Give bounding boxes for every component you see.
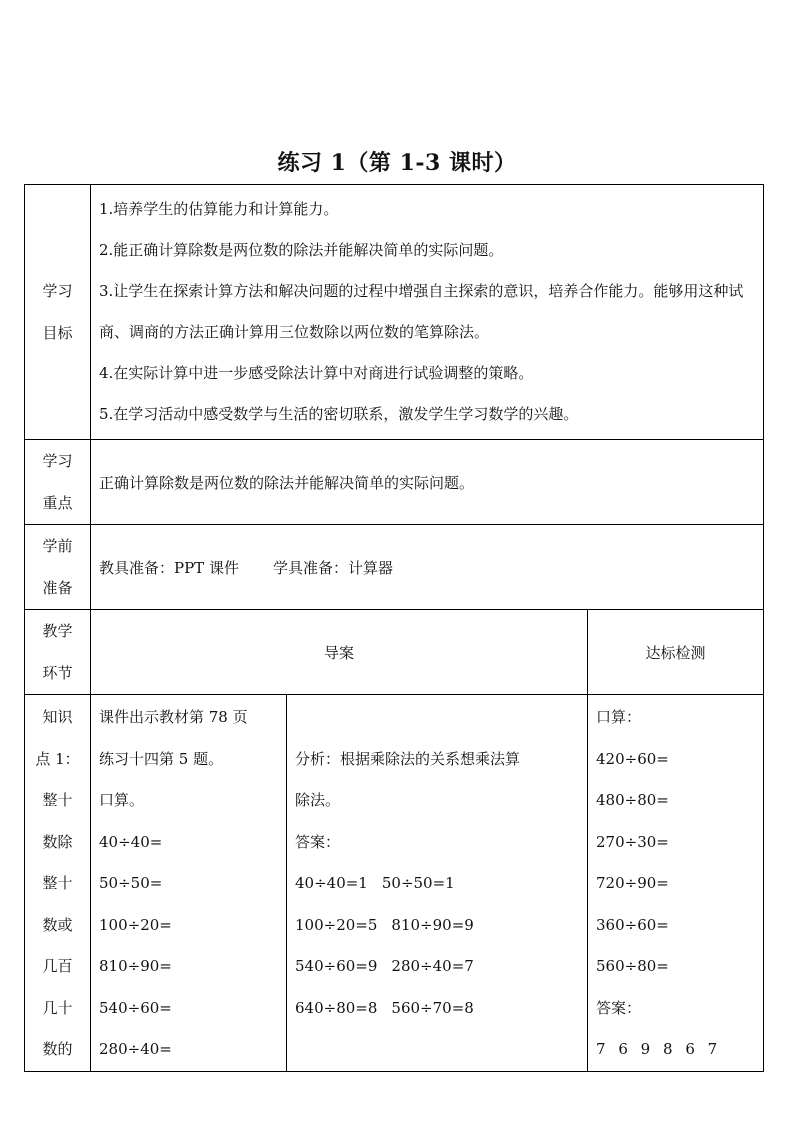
check-cell: 口算： 420÷60= 480÷80= 270÷30= 720÷90= 360÷60= 560÷80= 答案： 7 6 9 8 6 7 (588, 695, 764, 1072)
goal-item: 5.在学习活动中感受数学与生活的密切联系，激发学生学习数学的兴趣。 (99, 405, 579, 423)
goals-row (25, 185, 764, 440)
student-prep: 学具准备：计算器 (272, 558, 393, 577)
lesson-table (24, 184, 764, 1072)
page-title: 练习 1（第 1-3 课时） (277, 150, 517, 176)
check-answers: 7 6 9 8 6 7 (596, 1040, 718, 1058)
header-row (25, 610, 764, 695)
prep-content (91, 525, 764, 610)
focus-label: 学习 重点 (25, 440, 91, 525)
prep-row (25, 525, 764, 610)
knowledge-label: 知识 点 1： 整十 数除 整十 数或 几百 几十 数的 (25, 695, 91, 1072)
check-label: 口算： (596, 708, 642, 726)
knowledge-row (25, 695, 764, 1072)
goal-item: 1.培养学生的估算能力和计算能力。 (99, 200, 339, 218)
goals-content (91, 185, 764, 440)
guide-header: 导案 (91, 610, 588, 695)
prep-label: 学前 准备 (25, 525, 91, 610)
goals-label: 学习 目标 (25, 185, 91, 440)
analysis-text: 分析：根据乘除法的关系想乘法算 (295, 749, 521, 768)
goal-item: 2.能正确计算除数是两位数的除法并能解决简单的实际问题。 (99, 241, 504, 259)
answer-label: 答案： (295, 832, 341, 851)
focus-text: 正确计算除数是两位数的除法并能解决简单的实际问题。 (91, 440, 764, 525)
goal-item: 4.在实际计算中进一步感受除法计算中对商进行试验调整的策略。 (99, 364, 534, 382)
teacher-prep: 教具准备：PPT 课件 (99, 558, 239, 577)
focus-row (25, 440, 764, 525)
stage-label: 教学 环节 (25, 610, 91, 695)
check-header: 达标检测 (588, 610, 764, 695)
guide-answer-cell: 分析：根据乘除法的关系想乘法算 除法。 答案： 40÷40=1 50÷50=1 100÷20=5 810÷90=9 540÷60=9 280÷40=7 640÷80=8 560÷70=8 (287, 695, 588, 1072)
goal-item: 3.让学生在探索计算方法和解决问题的过程中增强自主探索的意识，培养合作能力。能够用这种试商、调商的方法正确计算用三位数除以两位数的笔算除法。 (99, 282, 744, 341)
guide-task-cell: 课件出示教材第 78 页 练习十四第 5 题。 口算。 40÷40= 50÷50= 100÷20= 810÷90= 540÷60= 280÷40= (91, 695, 287, 1072)
